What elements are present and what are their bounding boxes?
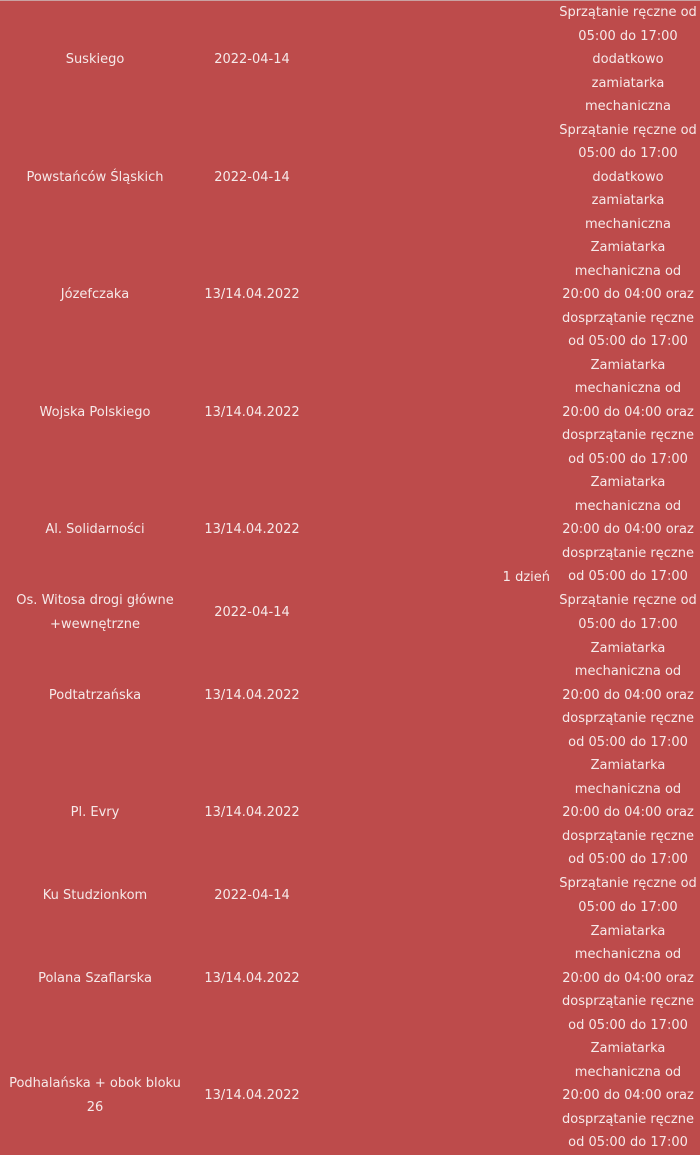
date-cell: 13/14.04.2022 [204,287,300,302]
description-cell: Zamiatarka mechaniczna od 20:00 do 04:00 oraz dosprzątanie ręczne od 05:00 do 17:00 [562,357,694,467]
description-cell: Zamiatarka mechaniczna od 20:00 do 04:00 oraz dosprzątanie ręczne od 05:00 do 17:00 [562,923,694,1033]
cleaning-schedule-table [0,1,700,1155]
description-cell: Zamiatarka mechaniczna od 20:00 do 04:00 oraz dosprzątanie ręczne od 05:00 do 17:00 [562,475,694,584]
date-cell: 13/14.04.2022 [204,404,300,420]
street-cell: Wojska Polskiego [39,404,151,420]
table-row [0,1,700,119]
street-cell: Al. Solidarności [45,522,145,537]
description-cell: Sprzątanie ręczne od 05:00 do 17:00 [559,876,697,915]
street-cell: Suskiego [65,52,125,67]
date-cell: 2022-04-14 [214,169,290,185]
street-cell: Podhalańska + obok bloku 26 [9,1076,181,1115]
street-cell: Józefczaka [60,287,130,302]
duration-cell: 1 dzień [502,570,550,585]
date-cell: 13/14.04.2022 [204,522,300,537]
street-cell: Polana Szaflarska [38,970,152,986]
date-cell: 2022-04-14 [214,52,290,67]
date-cell: 2022-04-14 [214,604,290,620]
date-cell: 13/14.04.2022 [204,1088,300,1103]
street-cell: Pl. Evry [70,805,120,820]
street-cell: Podtatrzańska [48,687,142,703]
description-cell: Zamiatarka mechaniczna od 20:00 do 04:00 oraz dosprzątanie ręczne od 05:00 do 17:00 [562,640,694,750]
date-cell: 13/14.04.2022 [204,687,300,703]
description-cell: Zamiatarka mechaniczna od 20:00 do 04:00 oraz dosprzątanie ręczne od 05:00 do 17:00 [562,1041,694,1150]
street-cell: Os. Witosa drogi główne +wewnętrzne [16,593,174,632]
street-cell: Ku Studzionkom [42,887,148,903]
date-cell: 2022-04-14 [214,887,290,903]
date-cell: 13/14.04.2022 [204,970,300,986]
date-cell: 13/14.04.2022 [204,805,300,820]
description-cell: Sprzątanie ręczne od 05:00 do 17:00 [559,593,697,632]
description-cell: Zamiatarka mechaniczna od 20:00 do 04:00 oraz dosprzątanie ręczne od 05:00 do 17:00 [562,240,694,349]
street-cell: Powstańców Śląskich [26,169,164,185]
description-cell: Zamiatarka mechaniczna od 20:00 do 04:00 oraz dosprzątanie ręczne od 05:00 do 17:00 [562,758,694,867]
description-cell: Sprzątanie ręczne od 05:00 do 17:00 dodatkowo zamiatarka mechaniczna [559,122,697,232]
description-cell: Sprzątanie ręczne od 05:00 do 17:00 dodatkowo zamiatarka mechaniczna [559,5,697,114]
